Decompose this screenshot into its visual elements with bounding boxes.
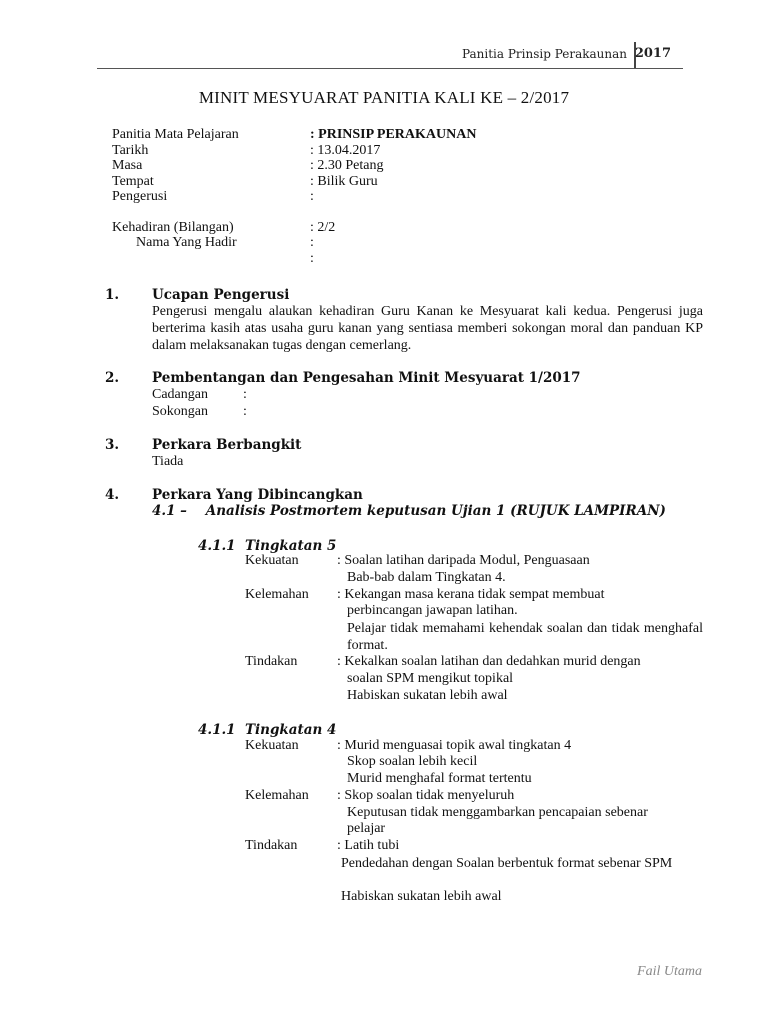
row-value: Keputusan tidak menggambarkan pencapaian sebenar	[347, 805, 648, 820]
section-body: Tiada	[152, 454, 184, 469]
section-number: 1.	[105, 287, 120, 303]
header-year: 2017	[634, 46, 671, 61]
row-value: : Skop soalan tidak menyeluruh	[337, 788, 515, 803]
row-value: : Kekalkan soalan latihan dan dedahkan murid dengan	[337, 654, 641, 669]
section-number: 2.	[105, 370, 120, 386]
info-value: : 2.30 Petang	[310, 158, 384, 173]
info-value: :	[310, 189, 314, 204]
row-value: : Kekangan masa kerana tidak sempat membuat	[337, 587, 605, 602]
row-value: Skop soalan lebih kecil	[347, 754, 478, 769]
info-value: : 13.04.2017	[310, 143, 381, 158]
row-label: Kekuatan	[245, 553, 299, 568]
row-value: perbincangan jawapan latihan.	[347, 603, 518, 618]
info-label: Tarikh	[112, 143, 149, 158]
row-label: Kekuatan	[245, 738, 299, 753]
row-value: Pendedahan dengan Soalan berbentuk format sebenar SPM	[341, 856, 673, 871]
row-value: Habiskan sukatan lebih awal	[341, 889, 502, 904]
row-value: :	[243, 404, 247, 419]
info-value: : PRINSIP PERAKAUNAN	[310, 127, 477, 142]
section-heading: Pembentangan dan Pengesahan Minit Mesyuarat 1/2017	[152, 370, 581, 386]
row-label: Cadangan	[152, 387, 208, 402]
row-value: pelajar	[347, 821, 386, 836]
row-value: Bab-bab dalam Tingkatan 4.	[347, 570, 506, 585]
subsection-heading: 4.1 – Analisis Postmortem keputusan Ujian 1 (RUJUK LAMPIRAN)	[152, 503, 666, 519]
subsubsection-title: Tingkatan 5	[245, 538, 337, 554]
page-footer: Fail Utama	[637, 964, 702, 979]
row-value: soalan SPM mengikut topikal	[347, 671, 514, 686]
row-value: Murid menghafal format tertentu	[347, 771, 532, 786]
info-value: : Bilik Guru	[310, 174, 378, 189]
info-value: : 2/2	[310, 220, 336, 235]
info-value: :	[310, 235, 314, 250]
row-label: Kelemahan	[245, 788, 309, 803]
section-body: Pengerusi mengalu alaukan kehadiran Guru Kanan ke Mesyuarat kali kedua. Pengerusi juga berterima kasih atas usaha guru kanan yang sentiasa memberi sokongan moral dan panduan KP dalam melaksanakan tugas dengan cemerlang.	[152, 304, 703, 353]
row-value: Pelajar tidak memahami kehendak soalan dan tidak menghafal format.	[347, 621, 703, 653]
row-value: Habiskan sukatan lebih awal	[347, 688, 508, 703]
section-heading: Perkara Berbangkit	[152, 437, 302, 453]
section-number: 4.	[105, 487, 120, 503]
row-label: Tindakan	[245, 838, 298, 853]
subsubsection-number: 4.1.1	[198, 722, 236, 738]
info-label: Pengerusi	[112, 189, 168, 204]
info-label: Nama Yang Hadir	[136, 235, 237, 250]
document-title: MINIT MESYUARAT PANITIA KALI KE – 2/2017	[198, 88, 570, 107]
row-value: : Latih tubi	[337, 838, 400, 853]
section-heading: Ucapan Pengerusi	[152, 287, 290, 303]
row-label: Tindakan	[245, 654, 298, 669]
section-heading: Perkara Yang Dibincangkan	[152, 487, 363, 503]
subsubsection-number: 4.1.1	[198, 538, 236, 554]
info-label: Masa	[112, 158, 143, 173]
row-label: Kelemahan	[245, 587, 309, 602]
page-header	[97, 42, 683, 69]
row-label: Sokongan	[152, 404, 208, 419]
row-value: :	[243, 387, 247, 402]
info-label: Tempat	[112, 174, 154, 189]
header-title: Panitia Prinsip Perakaunan	[461, 47, 627, 61]
info-label: Kehadiran (Bilangan)	[112, 220, 234, 235]
row-value: : Soalan latihan daripada Modul, Penguasaan	[337, 553, 590, 568]
row-value: : Murid menguasai topik awal tingkatan 4	[337, 738, 572, 753]
info-value: :	[310, 251, 314, 266]
info-label: Panitia Mata Pelajaran	[112, 127, 239, 142]
subsubsection-title: Tingkatan 4	[245, 722, 337, 738]
section-number: 3.	[105, 437, 120, 453]
